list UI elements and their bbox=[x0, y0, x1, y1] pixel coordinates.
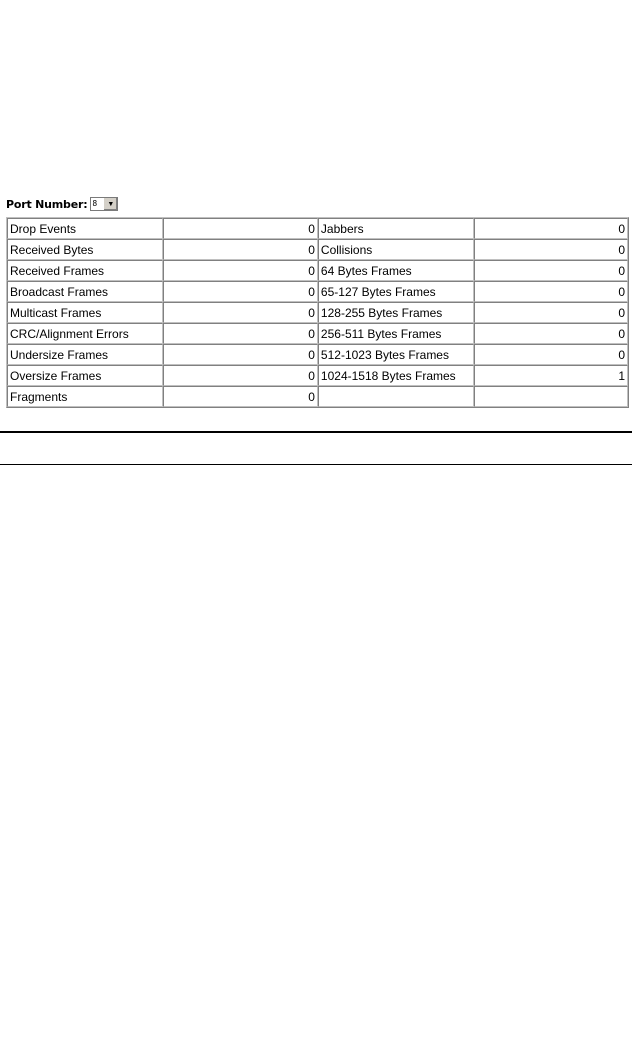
stat-value: 0 bbox=[163, 323, 318, 344]
stat-value: 0 bbox=[474, 302, 628, 323]
stat-label: Undersize Frames bbox=[7, 344, 163, 365]
port-number-label: Port Number: bbox=[6, 197, 88, 211]
stat-label: 64 Bytes Frames bbox=[318, 260, 474, 281]
stat-value: 0 bbox=[163, 365, 318, 386]
stat-value: 1 bbox=[474, 365, 628, 386]
stat-label: Jabbers bbox=[318, 218, 474, 239]
table-row bbox=[7, 281, 628, 302]
stat-label: Received Frames bbox=[7, 260, 163, 281]
stat-label: Collisions bbox=[318, 239, 474, 260]
stat-value: 0 bbox=[163, 239, 318, 260]
table-row bbox=[7, 365, 628, 386]
table-row bbox=[7, 323, 628, 344]
stat-label: 1024-1518 Bytes Frames bbox=[318, 365, 474, 386]
stat-value: 0 bbox=[474, 239, 628, 260]
table-row bbox=[7, 218, 628, 239]
stat-value: 0 bbox=[474, 323, 628, 344]
stat-value: 0 bbox=[474, 344, 628, 365]
table-row bbox=[7, 239, 628, 260]
table-row bbox=[7, 260, 628, 281]
chevron-down-icon[interactable]: ▼ bbox=[103, 198, 117, 210]
stat-label: Broadcast Frames bbox=[7, 281, 163, 302]
stat-label: 65-127 Bytes Frames bbox=[318, 281, 474, 302]
stat-label: Oversize Frames bbox=[7, 365, 163, 386]
divider bbox=[0, 464, 632, 465]
stat-value: 0 bbox=[163, 344, 318, 365]
stat-value: 0 bbox=[163, 260, 318, 281]
stat-label bbox=[318, 386, 474, 407]
stat-value: 0 bbox=[163, 281, 318, 302]
stat-value: 0 bbox=[163, 386, 318, 407]
stat-label: Received Bytes bbox=[7, 239, 163, 260]
stat-label: 512-1023 Bytes Frames bbox=[318, 344, 474, 365]
stat-value: 0 bbox=[163, 302, 318, 323]
table-row bbox=[7, 344, 628, 365]
stat-value: 0 bbox=[474, 218, 628, 239]
stat-label: 256-511 Bytes Frames bbox=[318, 323, 474, 344]
table-row bbox=[7, 302, 628, 323]
port-number-select[interactable] bbox=[90, 197, 118, 211]
table-row bbox=[7, 386, 628, 407]
stat-value bbox=[474, 386, 628, 407]
stat-value: 0 bbox=[474, 281, 628, 302]
port-number-value: 8 bbox=[92, 199, 98, 208]
port-statistics-table bbox=[6, 217, 629, 408]
stat-value: 0 bbox=[163, 218, 318, 239]
stat-label: Multicast Frames bbox=[7, 302, 163, 323]
stat-label: Fragments bbox=[7, 386, 163, 407]
stat-label: 128-255 Bytes Frames bbox=[318, 302, 474, 323]
port-number-row bbox=[6, 194, 118, 214]
divider bbox=[0, 431, 632, 433]
stat-value: 0 bbox=[474, 260, 628, 281]
stat-label: CRC/Alignment Errors bbox=[7, 323, 163, 344]
stat-label: Drop Events bbox=[7, 218, 163, 239]
